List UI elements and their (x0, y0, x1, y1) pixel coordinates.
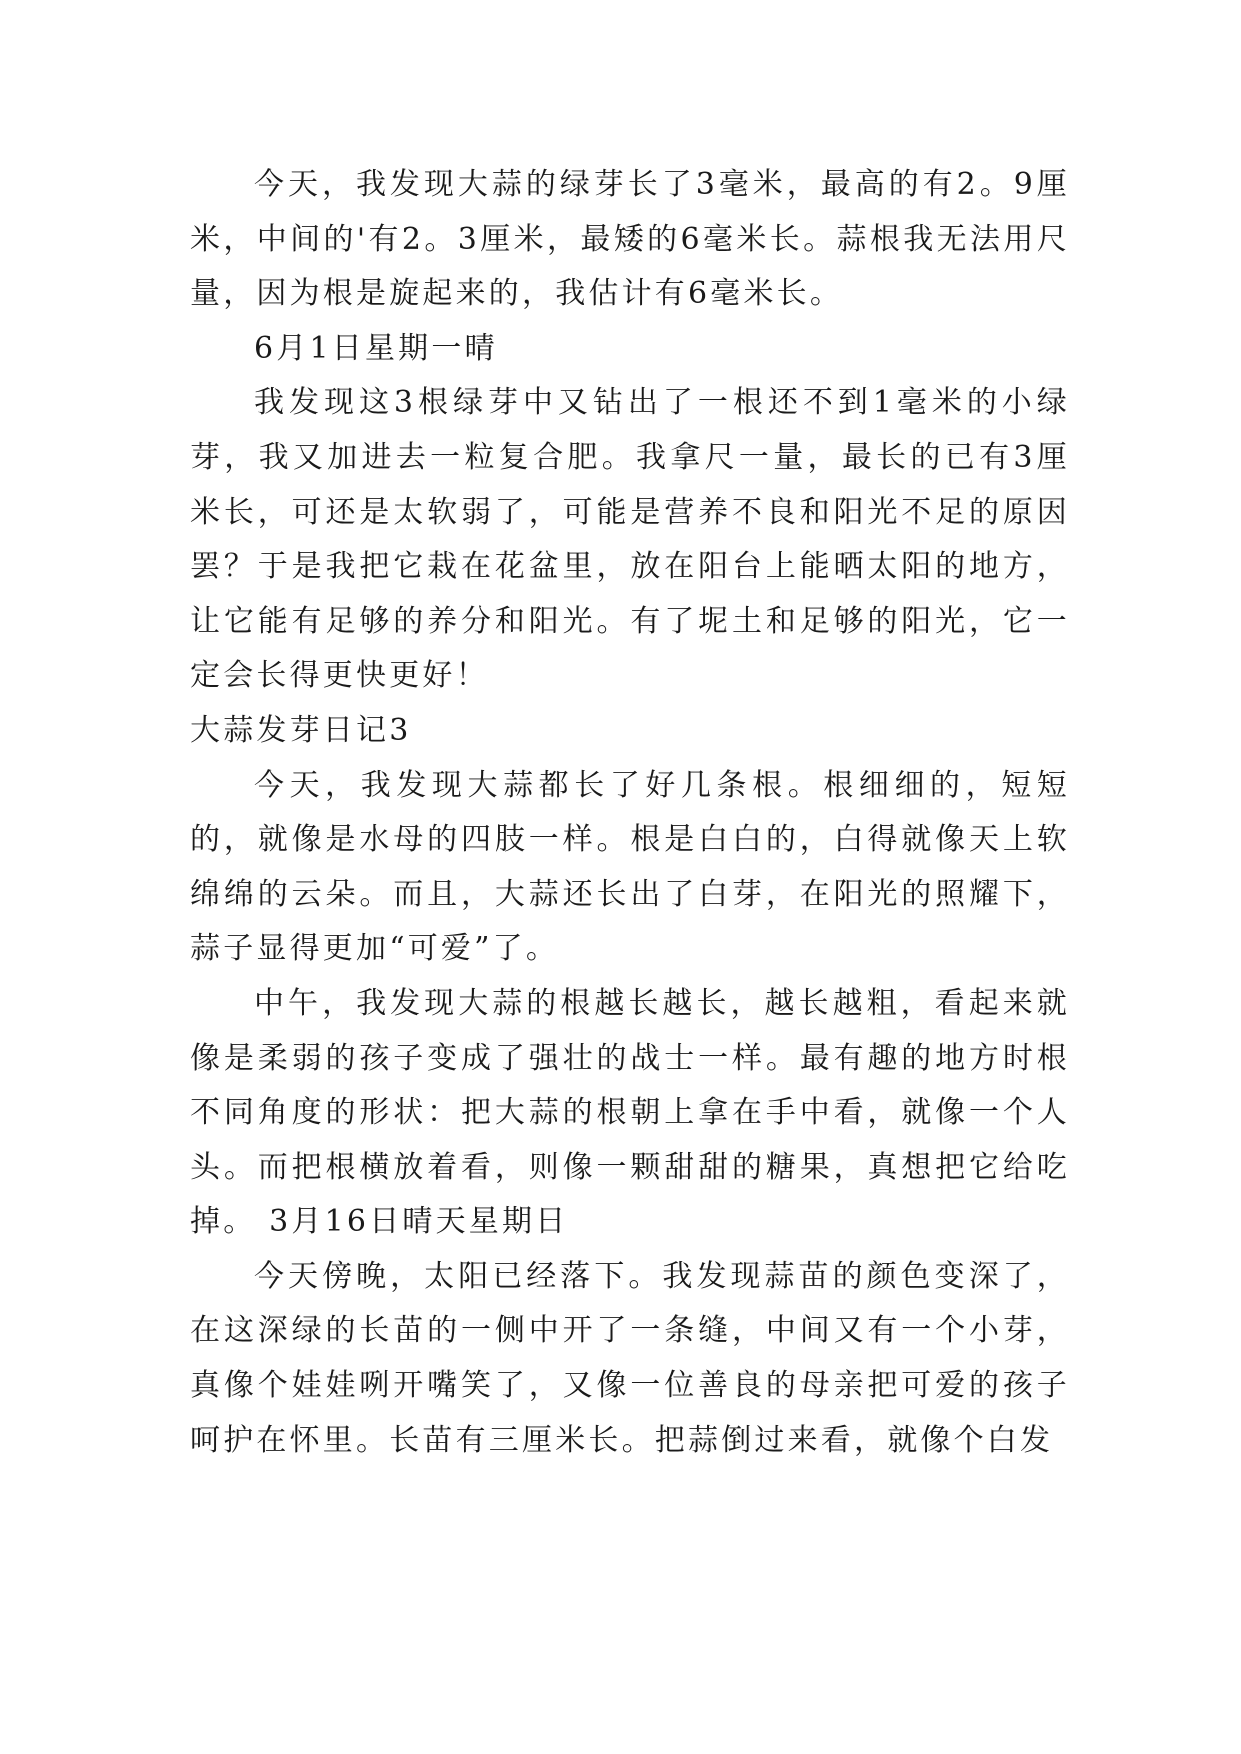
paragraph-new-sprout-flowerpot: 我发现这3根绿芽中又钻出了一根还不到1毫米的小绿芽，我又加进去一粒复合肥。我拿尺一量，最长的已有3厘米长，可还是太软弱了，可能是营养不良和阳光不足的原因罢？于是我把它栽在花盆里，放在阳台上能晒太阳的地方，让它能有足够的养分和阳光。有了坭土和足够的阳光，它一定会长得更快更好！ (190, 385, 1070, 694)
paragraph-evening-sprout-color: 今天傍晚，太阳已经落下。我发现蒜苗的颜色变深了，在这深绿的长苗的一侧中开了一条缝，中间又有一个小芽，真像个娃娃咧开嘴笑了，又像一位善良的母亲把可爱的孩子呵护在怀里。长苗有三厘米长。把蒜倒过来看，就像个白发 (190, 1258, 1070, 1458)
date-line-june-1: 6月1日星期一晴 (254, 330, 498, 366)
document-body (190, 158, 1070, 1468)
paragraph-green-sprout-measure: 今天，我发现大蒜的绿芽长了3毫米，最高的有2。9厘米，中间的'有2。3厘米，最矮的6毫米长。蒜根我无法用尺量，因为根是旋起来的，我估计有6毫米长。 (190, 167, 1070, 312)
paragraph-roots-like-jellyfish: 今天，我发现大蒜都长了好几条根。根细细的，短短的，就像是水母的四肢一样。根是白白的，白得就像天上软绵绵的云朵。而且，大蒜还长出了白芽，在阳光的照耀下，蒜子显得更加“可爱”了。 (190, 767, 1070, 967)
section-heading-diary-3: 大蒜发芽日记3 (190, 712, 412, 748)
paragraph-noon-roots-growing: 中午，我发现大蒜的根越长越长，越长越粗，看起来就像是柔弱的孩子变成了强壮的战士一样。最有趣的地方时根不同角度的形状：把大蒜的根朝上拿在手中看，就像一个人头。而把根横放着看，则像一颗甜甜的糖果，真想把它给吃掉。 3月16日晴天星期日 (190, 985, 1070, 1240)
